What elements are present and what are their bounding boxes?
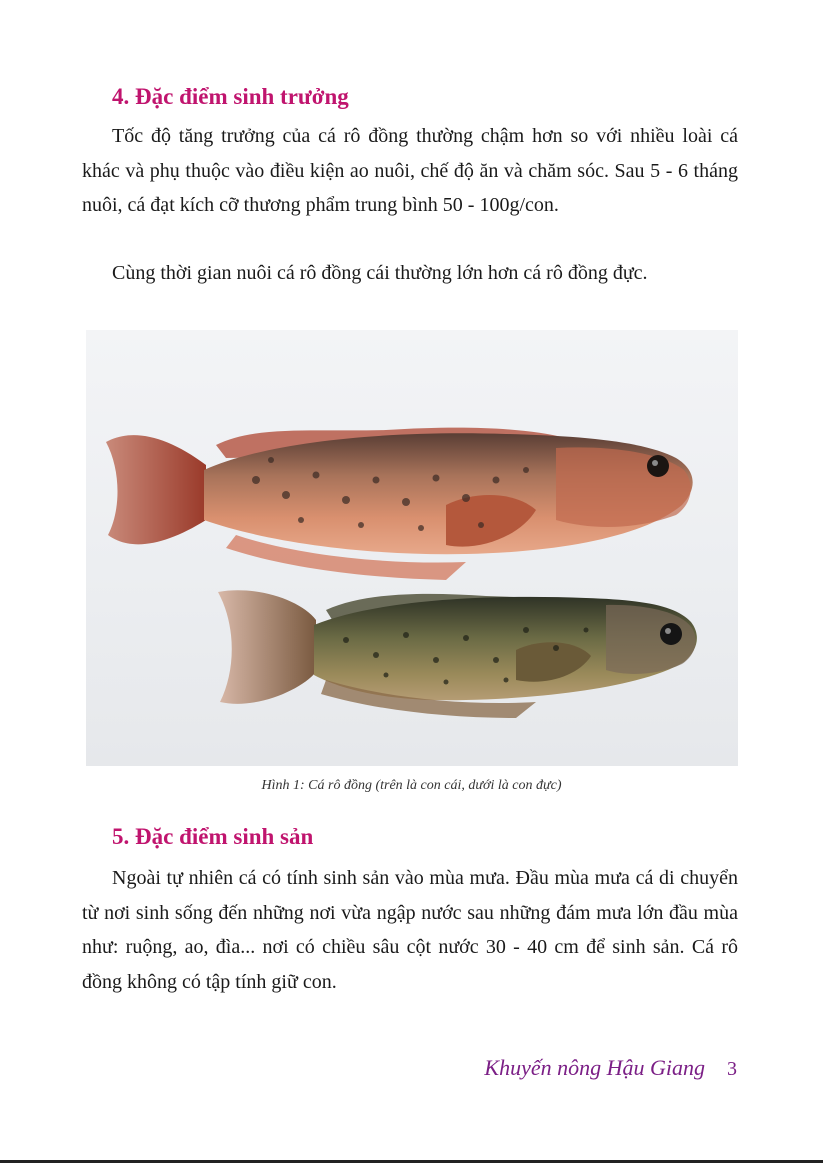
male-fish <box>218 590 697 718</box>
section-5-heading: 5. Đặc điểm sinh sản <box>112 824 314 849</box>
figure-caption: Hình 1: Cá rô đồng (trên là con cái, dưới là con đực) <box>261 778 562 793</box>
female-fish <box>106 428 693 580</box>
section-4-heading: 4. Đặc điểm sinh trưởng <box>112 84 349 109</box>
page-footer <box>484 1055 737 1081</box>
section-4-paragraph-1: Tốc độ tăng trưởng của cá rô đồng thường chậm hơn so với nhiều loài cá khác và phụ thuộc vào điều kiện ao nuôi, chế độ ăn và chăm sóc. Sau 5 - 6 tháng nuôi, cá đạt kích cỡ thương phẩm trung bình 50 - 100g/con. <box>82 125 738 216</box>
fish-photo <box>86 330 738 766</box>
section-4-paragraph-2: Cùng thời gian nuôi cá rô đồng cái thường lớn hơn cá rô đồng đực. <box>112 262 648 284</box>
fish-illustration <box>86 330 738 766</box>
section-5-paragraph-1: Ngoài tự nhiên cá có tính sinh sản vào mùa mưa. Đầu mùa mưa cá di chuyển từ nơi sinh sống đến những nơi vừa ngập nước sau những đám mưa lớn đầu mùa như: ruộng, ao, đìa... nơi có chiều sâu cột nước 30 - 40 cm để sinh sản. Cá rô đồng không có tập tính giữ con. <box>82 867 738 993</box>
page-number: 3 <box>727 1058 737 1080</box>
footer-publisher: Khuyến nông Hậu Giang <box>484 1055 705 1080</box>
